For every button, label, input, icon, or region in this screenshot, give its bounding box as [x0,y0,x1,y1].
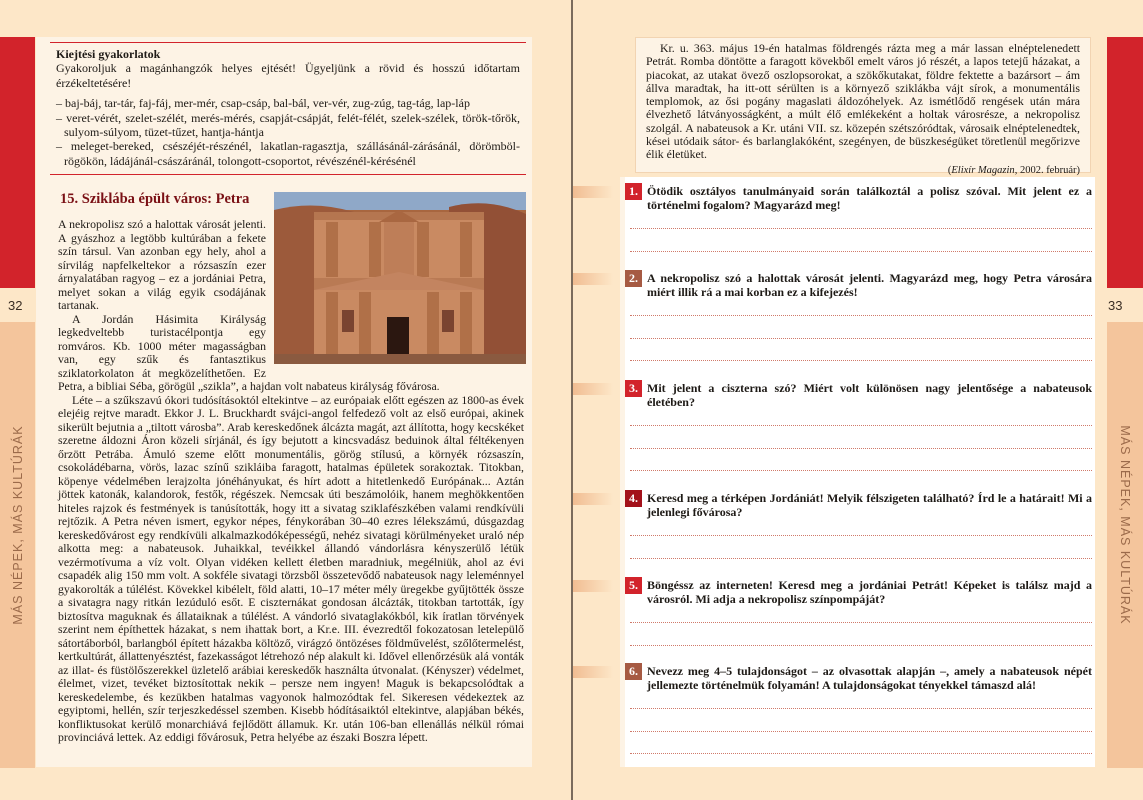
answer-line[interactable] [630,470,1092,471]
answer-line[interactable] [630,753,1092,754]
answer-line[interactable] [630,731,1092,732]
question-text: A nekropolisz szó a halottak városát jelenti. Magyarázd meg, hogy Petra városára miért illik rá a mai korban ez a kifejezés! [647,271,1092,300]
answer-line[interactable] [630,425,1092,426]
answer-line[interactable] [630,645,1092,646]
article [58,190,524,745]
question-text: Mit jelent a ciszterna szó? Miért volt különösen nagy jelentősége a nabateusok életében? [647,381,1092,410]
article-paragraph: Léte – a szűkszavú ókori tudósításoktól eltekintve – az európaiak előtt egészen az 1800-as évek elejéig rejtve maradt. Ekkor J. L. Bruckhardt svájci-angol felfedező volt az első európai, akinek sikerült bejutnia a „tiltott városba”. Arab kereskedőnek álcázta magát, azt állította, hogy kecskéket szeretne áldozni Áron közeli sírjánál, és így bejutott a kincsvadász beduinok által féltékenyen őrzött Petrába. Ámuló szeme előtt monumentális, görög stílusú, a környék rózsaszín, csokoládébarna, vörös, lazac színű szikláiba faragott, hatalmas épületek sorakoztak. Titokban, köpenye védelmében lerajzolta jónéhányukat, és hírt adott a hitetlenkedő Európának... Aztán jöttek katonák, kalandorok, festők, régészek. Nemcsak úti beszámolóik, hanem meghökkentően hiteles rajzok és festmények is tanúsították, hogy itt a sivatag sziklafészkében valami rendkívüli rejtőzik. A Petra néven ismert, egykor népes, fénykorában 30–40 ezres lélekszámú, dúsgazdag kereskedővárost egy rendkívüli alkalmazkodóképességű, nehéz sivatagi körülményeket uraló nép alkotta meg: a nabateusok. Juhaikkal, tevéikkel állandó vándorlásra kényszerülő létük vezérmotívuma a víz volt. Olyan vidéken kellett életben maradniuk, megélniük, ahol az évi csapadék alig 150 mm volt. A sokféle sivatagi törzsből összetevődő nabateusok nagy leleménnyel gyakorolták a túlélést. Kövekkel kibélelt, föld alatti, 10–17 méter mély üregekbe gyűjtötték össze a sivatagra nagy ritkán lezúduló esőt. E ciszternákat gondosan álcázták, titokban tartották, így biztosítva maguknak és állataiknak a túlélést. A vándorló sivataglakókból, kik íratlan törvények szerint nem építhettek házakat, s nem ihattak bort, a Kr.e. III. évezredtől fokozatosan letelepülő sátortáborból, barlangból épített házakba költöző, virágzó öntözéses földművelést, szőlőtermelést, kertkultúrát, állattenyésztést, fazekasságot létrehozó nép alakult ki. Idővel ellenőrzésük alá vonták az illat- és füstölőszerekkel üzletelő arábiai kereskedők használta útvonalat. (Kényszer) védelmet, élelmet, vizet, tevéket biztosítottak nekik – persze nem ingyen! Maguk is bekapcsolódtak a kereskedelembe, és kezükben hatalmas vagyonok halmozódtak fel. Sikeresen védekeztek az egyiptomi, hellén, szír terjeszkedéssel szemben. Kisebb hódításaiktól eltekintve, alapjában békés, konfliktusokat kerülő monarchiává fejlődött államuk. Kr. után 106-ban ellenállás nélkül római provinciává lettek. Az eddigi fővárosuk, Petra helyébe az északi Boszra lépett. [58,392,524,744]
quote-box [635,37,1091,176]
question-number: 5. [625,577,642,594]
answer-line[interactable] [630,251,1092,252]
quote-source [646,164,1080,177]
side-strip-right [1107,322,1143,768]
question-number: 1. [625,183,642,200]
answer-line[interactable] [630,360,1092,361]
article-paragraph: A Jordán Hásimita Királyság legkedveltebb turistacélpontja egy romváros. Kb. 1000 méter magasságban van, egy szűk és fantasztikus sziklatorkolaton át megközelíthetően. Ez Petra, a bibliai Séba, görögül „szikla”, a hajdan volt nabateus királyság fővárosa. [58,311,440,393]
question-text: Ötödik osztályos tanulmányaid során találkoztál a polisz szóval. Mit jelent ez a történelmi fogalom? Magyarázd meg! [647,184,1092,213]
answer-line[interactable] [630,338,1092,339]
source-title: Elixír Magazin [951,164,1015,176]
source-date: , 2002. február) [1014,164,1080,176]
article-paragraph: A nekropolisz szó a halottak városát jelenti. A gyászhoz a legtöbb kultúrában a fekete szín társul. Van azonban egy hely, ahol a sírvilág napfelkeltekor a rózsaszín ezer árnyalatában ragyog – ez a jordániai Petra, melyet sokan a világ egyik csodájának tartanak. [58,217,266,312]
exercise-item: – baj-báj, tar-tár, faj-fáj, mer-mér, csap-csáp, bal-bál, ver-vér, zug-zúg, tag-tág, lap-láp [56,96,470,111]
question-number: 6. [625,663,642,680]
side-strip-left [0,322,35,768]
page-number-right: 33 [1108,298,1123,313]
answer-line[interactable] [630,708,1092,709]
side-label-left: MÁS NÉPEK, MÁS KULTÚRÁK [10,425,25,625]
question-number: 3. [625,380,642,397]
petra-treasury-photo [274,192,526,364]
answer-line[interactable] [630,558,1092,559]
chapter-color-tab [1107,37,1143,288]
question-number: 2. [625,270,642,287]
answer-line[interactable] [630,228,1092,229]
article-title: 15. Sziklába épült város: Petra [60,191,250,207]
question-marker-bar [573,666,613,678]
question-marker-bar [573,493,613,505]
question-marker-bar [573,186,613,198]
question-text: Nevezz meg 4–5 tulajdonságot – az olvasottak alapján –, amely a nabateusok népét jellemezte történelmük folyamán! A tulajdonságokat tényekkel támaszd alá! [647,664,1092,693]
question-text: Böngéssz az interneten! Keresd meg a jordániai Petrát! Képeket is találsz majd a városról. Mi adja a nekropolisz színpompáját? [647,578,1092,607]
chapter-color-tab [0,37,35,288]
page-number-left: 32 [8,298,23,313]
answer-line[interactable] [630,448,1092,449]
exercise-title: Kiejtési gyakorlatok [56,47,161,61]
answer-line[interactable] [630,622,1092,623]
question-text: Keresd meg a térképen Jordániát! Melyik félszigeten található? Írd le a határait! Mi a jelenlegi fővárosa? [647,491,1092,520]
exercise-item: – veret-vérét, szelet-szélét, merés-mérés, csapját-csápját, felét-félét, szelek-szélek, török-tőrök, sulyom-súlyom, tüzet-tűzet, hantja-hántja [56,110,520,140]
quote-text: Kr. u. 363. május 19-én hatalmas földrengés rázta meg a már lassan elnéptelenedett Petrát. Romba döntötte a faragott kövekből emelt város jó részét, a lapos tetejű házakat, a piacokat, az utakat övező oszlopsorokat, a szökőkutakat, földre fektette a bazársort – ám állva maradtak, ha itt-ott sérülten is a környező sziklákba vájt sírok, a monumentális templomok, az ősi pogány magaslati áldozóhelyek. Az ismétlődő rengések után mára élvezhető látványosságként, a múlt élő emlékeként a holtak városrésze, a nekropolisz szolgál. A nabateusok a Kr. utáni VII. sz. közepén szétszóródtak, városaik elnéptelenedtek, kései utódaik sátor- és barlanglakóként, szegényen, de büszkeségüket töretlenül megőrizve élik életüket. [646,41,1080,162]
question-marker-bar [573,580,613,592]
source-paren: ( [947,164,952,176]
exercise-intro: Gyakoroljuk a magánhangzók helyes ejtését! Ügyeljünk a rövid és hosszú időtartam érzékeltetésére! [56,61,520,90]
pronunciation-exercise-box [50,42,526,175]
question-marker-bar [573,273,613,285]
answer-line[interactable] [630,535,1092,536]
side-label-right: MÁS NÉPEK, MÁS KULTÚRÁK [1118,425,1132,625]
book-gutter [571,0,573,800]
exercise-item: – meleget-bereked, csészéjét-részénél, lakatlan-ragasztja, szállásánál-zárásánál, dörömböl-rögökön, ládájánál-császáránál, tolongott-csoportot, révészénél-kérésénél [56,139,520,168]
answer-line[interactable] [630,315,1092,316]
question-marker-bar [573,383,613,395]
question-number: 4. [625,490,642,507]
questions-area [620,177,1095,767]
